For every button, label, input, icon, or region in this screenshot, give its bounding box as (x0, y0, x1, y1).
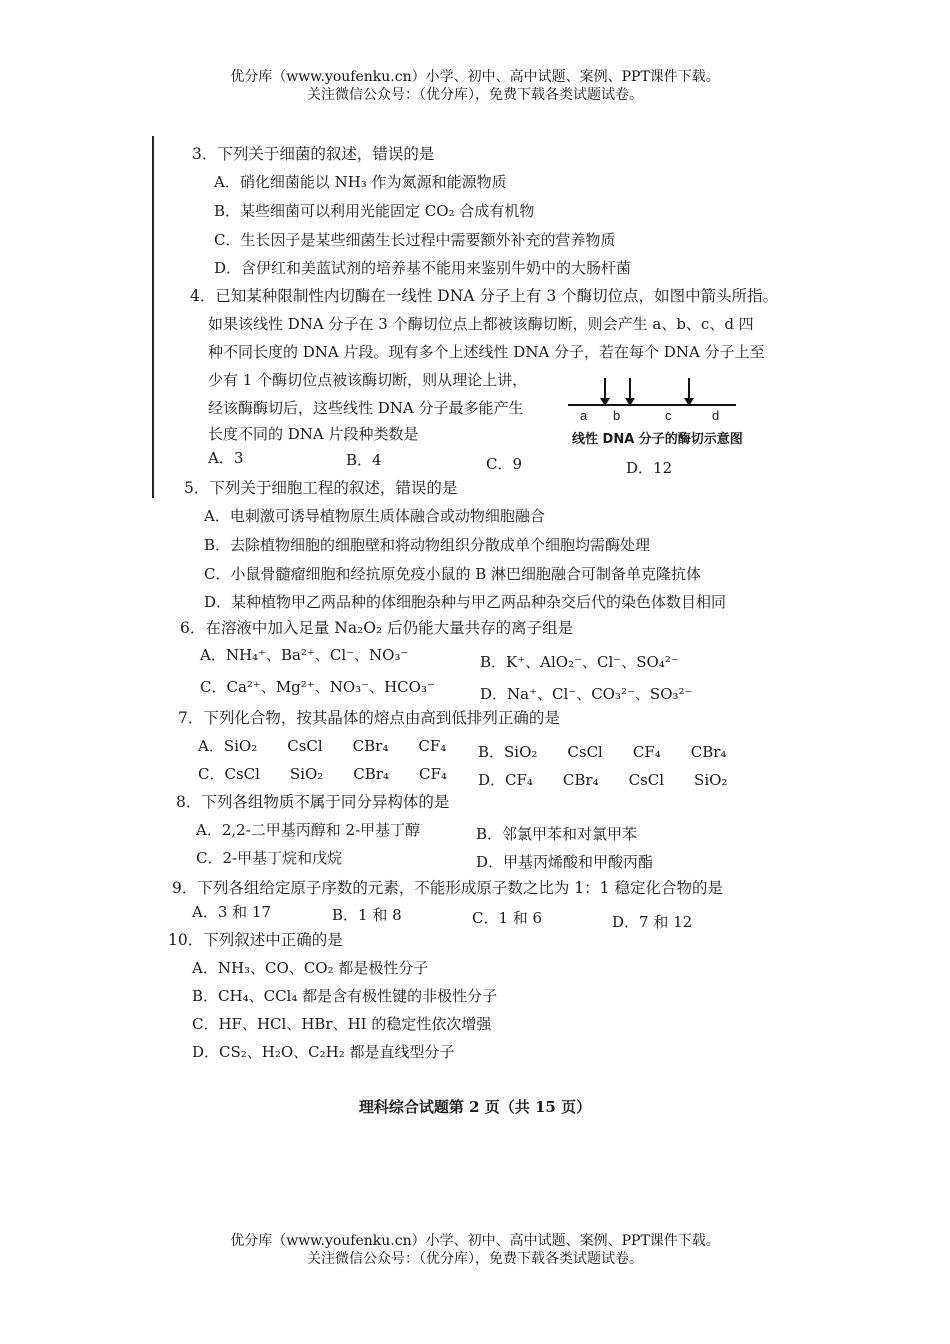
q4-option-d: D．12 (626, 459, 673, 477)
q5-stem: 5．下列关于细胞工程的叙述，错误的是 (184, 479, 458, 497)
q6-option-c: C．Ca²⁺、Mg²⁺、NO₃⁻、HCO₃⁻ (200, 678, 435, 696)
q9-option-b: B．1 和 8 (332, 906, 402, 924)
fragment-label-a: a (580, 408, 588, 423)
q8-stem: 8．下列各组物质不属于同分异构体的是 (176, 793, 450, 811)
q7-option-b: B．SiO₂ CsCl CF₄ CBr₄ (478, 743, 727, 761)
q4-line-4: 少有 1 个酶切位点被该酶切断，则从理论上讲， (208, 371, 528, 389)
q5-option-a: A．电刺激可诱导植物原生质体融合或动物细胞融合 (204, 507, 545, 525)
q3-option-d: D．含伊红和美蓝试剂的培养基不能用来鉴别牛奶中的大肠杆菌 (214, 259, 632, 277)
q4-option-c: C．9 (486, 455, 523, 473)
q10-stem: 10．下列叙述中正确的是 (168, 931, 343, 949)
q8-option-c: C．2-甲基丁烷和戊烷 (196, 849, 343, 867)
q3-option-b: B．某些细菌可以利用光能固定 CO₂ 合成有机物 (214, 202, 535, 220)
cut-arrow-1 (604, 378, 606, 400)
q5-option-c: C．小鼠骨髓瘤细胞和经抗原免疫小鼠的 B 淋巴细胞融合可制备单克隆抗体 (204, 565, 702, 583)
q7-option-d: D．CF₄ CBr₄ CsCl SiO₂ (478, 771, 728, 789)
cut-arrow-2 (629, 378, 631, 400)
bottom-line-2: 关注微信公众号：（优分库），免费下载各类试题试卷。 (307, 1251, 643, 1267)
q4-option-a: A．3 (208, 449, 244, 467)
q4-option-b: B．4 (346, 451, 382, 469)
q9-option-c: C．1 和 6 (472, 909, 543, 927)
q7-stem: 7．下列化合物，按其晶体的熔点由高到低排列正确的是 (178, 709, 560, 727)
q9-option-a: A．3 和 17 (192, 903, 271, 921)
q4-line-6: 长度不同的 DNA 片段种类数是 (208, 425, 419, 443)
fragment-label-c: c (665, 408, 672, 423)
q4-line-1: 4．已知某种限制性内切酶在一线性 DNA 分子上有 3 个酶切位点，如图中箭头所指。 (190, 287, 779, 305)
q3-stem: 3．下列关于细菌的叙述，错误的是 (192, 145, 435, 163)
q7-option-a: A．SiO₂ CsCl CBr₄ CF₄ (198, 737, 447, 755)
q3-option-a: A．硝化细菌能以 NH₃ 作为氮源和能源物质 (214, 173, 507, 191)
q10-option-b: B．CH₄、CCl₄ 都是含有极性键的非极性分子 (192, 987, 498, 1005)
header-line-1: 优分库（www.youfenku.cn）小学、初中、高中试题、案例、PPT课件下载。 (230, 69, 720, 85)
q4-line-5: 经该酶酶切后，这些线性 DNA 分子最多能产生 (208, 399, 524, 417)
q9-option-d: D．7 和 12 (612, 913, 693, 931)
q5-option-b: B．去除植物细胞的细胞壁和将动物组织分散成单个细胞均需酶处理 (204, 536, 651, 554)
q8-option-a: A．2,2-二甲基丙醇和 2-甲基丁醇 (196, 821, 421, 839)
header-line-2: 关注微信公众号：（优分库），免费下载各类试题试卷。 (307, 87, 643, 103)
q6-stem: 6．在溶液中加入足量 Na₂O₂ 后仍能大量共存的离子组是 (180, 619, 574, 637)
q6-option-b: B．K⁺、AlO₂⁻、Cl⁻、SO₄²⁻ (480, 653, 679, 671)
dna-strand (568, 404, 736, 406)
bottom-line-1: 优分库（www.youfenku.cn）小学、初中、高中试题、案例、PPT课件下载。 (230, 1233, 720, 1249)
q5-option-d: D．某种植物甲乙两品种的体细胞杂种与甲乙两品种杂交后代的染色体数目相同 (204, 593, 727, 611)
q8-option-d: D．甲基丙烯酸和甲酸丙酯 (476, 853, 654, 871)
q6-option-d: D．Na⁺、Cl⁻、CO₃²⁻、SO₃²⁻ (480, 685, 693, 703)
q8-option-b: B．邻氯甲苯和对氯甲苯 (476, 825, 638, 843)
diagram-caption: 线性 DNA 分子的酶切示意图 (572, 432, 743, 447)
margin-rule (152, 136, 154, 498)
cut-arrow-3 (688, 378, 690, 400)
fragment-label-b: b (613, 408, 621, 423)
q10-option-a: A．NH₃、CO、CO₂ 都是极性分子 (192, 959, 429, 977)
q3-option-c: C．生长因子是某些细菌生长过程中需要额外补充的营养物质 (214, 231, 616, 249)
q4-line-3: 种不同长度的 DNA 片段。现有多个上述线性 DNA 分子，若在每个 DNA 分子上至 (208, 343, 765, 361)
q6-option-a: A．NH₄⁺、Ba²⁺、Cl⁻、NO₃⁻ (200, 646, 409, 664)
q7-option-c: C．CsCl SiO₂ CBr₄ CF₄ (198, 765, 447, 783)
q4-line-2: 如果该线性 DNA 分子在 3 个酶切位点上都被该酶切断，则会产生 a、b、c、d 四 (208, 315, 754, 333)
q10-option-c: C．HF、HCl、HBr、HI 的稳定性依次增强 (192, 1015, 492, 1033)
fragment-label-d: d (712, 408, 720, 423)
page-number-footer: 理科综合试题第 2 页（共 15 页） (358, 1098, 592, 1116)
q9-stem: 9．下列各组给定原子序数的元素，不能形成原子数之比为 1：1 稳定化合物的是 (172, 879, 723, 897)
q10-option-d: D．CS₂、H₂O、C₂H₂ 都是直线型分子 (192, 1043, 455, 1061)
